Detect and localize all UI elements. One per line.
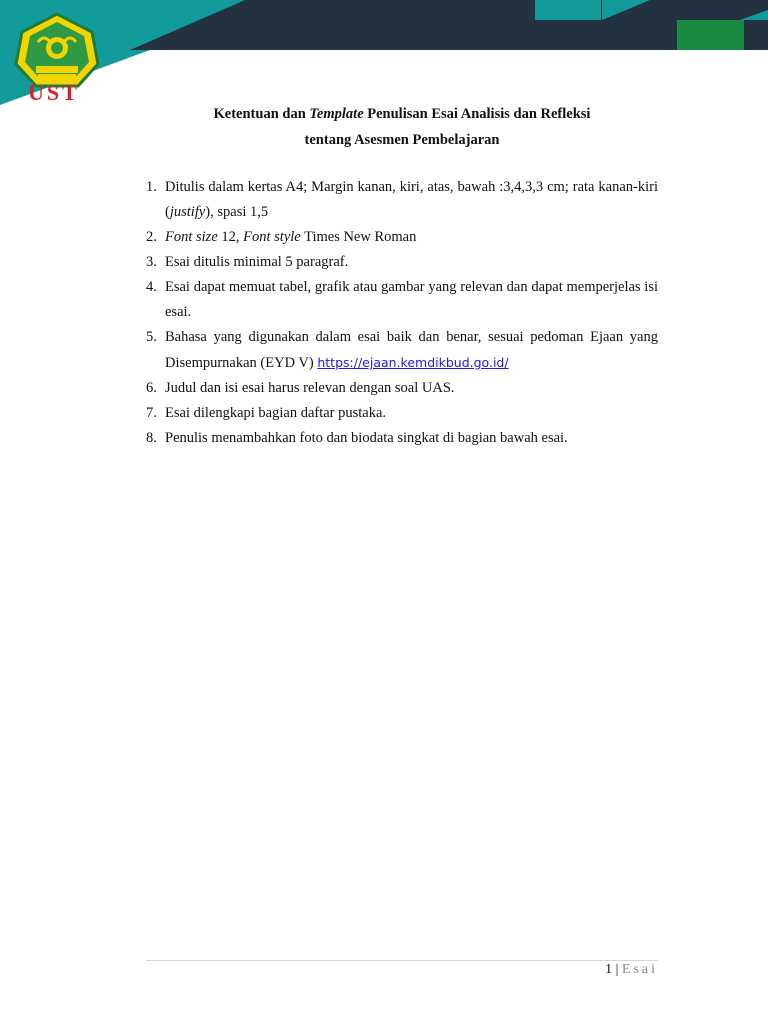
list-item: 4. Esai dapat memuat tabel, grafik atau gambar yang relevan dan dapat memperjelas isi esai. xyxy=(146,279,658,320)
list-item: 8. Penulis menambahkan foto dan biodata singkat di bagian bawah esai. xyxy=(146,430,568,446)
eyd-link[interactable]: https://ejaan.kemdikbud.go.id/ xyxy=(317,355,509,370)
list-item: 7. Esai dilengkapi bagian daftar pustaka. xyxy=(146,405,387,421)
footer-divider xyxy=(146,960,658,961)
logo-text: UST xyxy=(28,80,80,105)
footer-label: Esai xyxy=(621,962,658,977)
document-title xyxy=(146,101,658,153)
title-line-2: tentang Asesmen Pembelajaran xyxy=(304,132,500,148)
list-item: 5. Bahasa yang digunakan dalam esai baik dan benar, sesuai pedoman Ejaan yang Disempurnakan (EYD V) https://ejaan.kemdikbud.go.id/ xyxy=(146,329,658,371)
page-footer xyxy=(605,961,658,979)
rules-list xyxy=(146,175,658,451)
header-green-block xyxy=(677,20,744,50)
footer-separator: | xyxy=(612,962,622,977)
page-number: 1 xyxy=(605,962,613,977)
list-item: 3. Esai ditulis minimal 5 paragraf. xyxy=(146,254,349,270)
list-item: 1. Ditulis dalam kertas A4; Margin kanan, kiri, atas, bawah :3,4,3,3 cm; rata kanan-kiri (justify), spasi 1,5 xyxy=(146,179,658,220)
list-item: 2. Font size 12, Font style Times New Roman xyxy=(146,229,417,245)
title-line-1: Ketentuan dan Template Penulisan Esai Analisis dan Refleksi xyxy=(213,106,591,122)
header-banner xyxy=(0,0,768,110)
header-teal-block xyxy=(535,0,601,20)
list-item: 6. Judul dan isi esai harus relevan dengan soal UAS. xyxy=(146,380,455,396)
